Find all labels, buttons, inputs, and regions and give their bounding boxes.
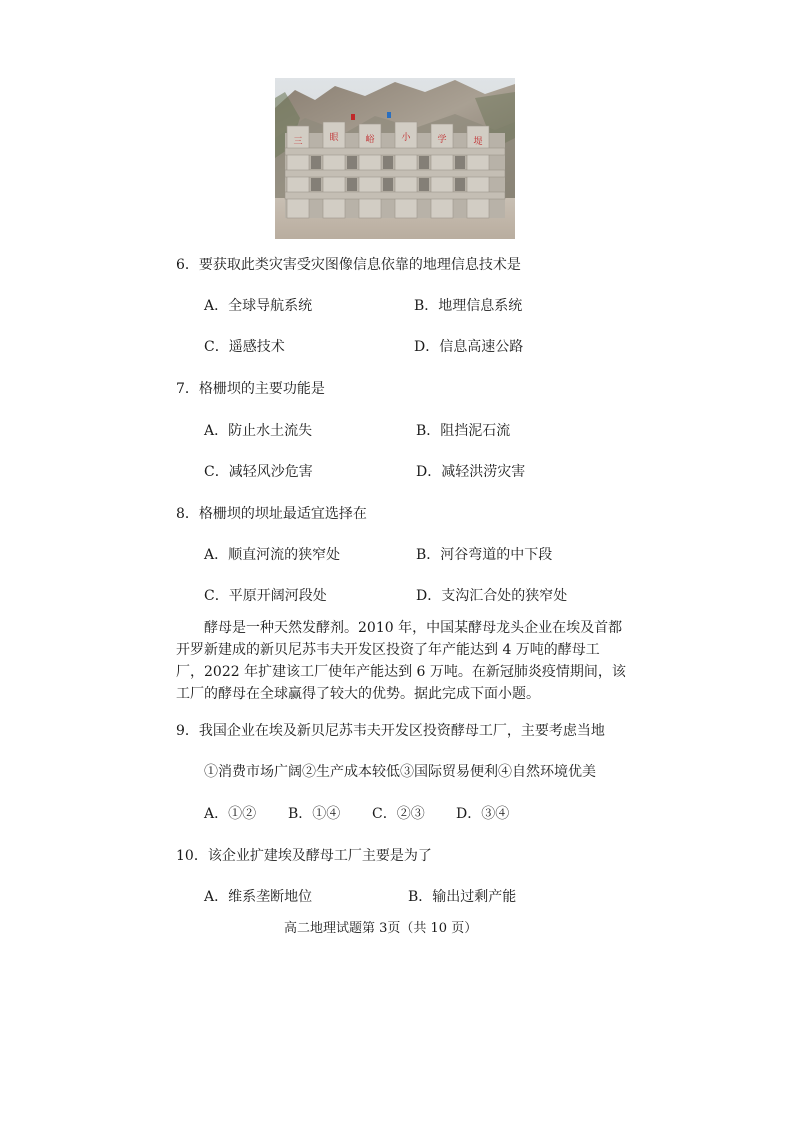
question-10-stem: 10．该企业扩建埃及酵母工厂主要是为了 (176, 848, 432, 864)
question-9-items: ①消费市场广阔②生产成本较低③国际贸易便利④自然环境优美 (204, 764, 596, 780)
passage-line-3: 厂，2022 年扩建该工厂使年产能达到 6 万吨。在新冠肺炎疫情期间，该 (176, 664, 626, 680)
sign-char-5: 学 (437, 135, 447, 145)
question-6-option-b: B．地理信息系统 (414, 298, 523, 314)
question-7-option-c: C．减轻风沙危害 (204, 464, 313, 480)
passage-line-2: 开罗新建成的新贝尼苏韦夫开发区投资了年产能达到 4 万吨的酵母工 (176, 642, 600, 658)
question-7-stem: 7．格栅坝的主要功能是 (176, 381, 325, 397)
question-9-option-d: D．③④ (456, 806, 510, 822)
passage (176, 617, 626, 705)
question-6-option-d: D．信息高速公路 (414, 339, 524, 355)
question-9-stem: 9．我国企业在埃及新贝尼苏韦夫开发区投资酵母工厂，主要考虑当地 (176, 723, 605, 739)
sign-char-6: 堤 (473, 137, 483, 147)
page-footer: 高二地理试题第 3页（共 10 页） (284, 921, 478, 936)
passage-line-1: 酵母是一种天然发酵剂。2010 年，中国某酵母龙头企业在埃及首都 (204, 620, 623, 636)
question-7-option-d: D．减轻洪涝灾害 (416, 464, 526, 480)
question-10-option-a: A．维系垄断地位 (204, 889, 313, 905)
question-6-stem: 6．要获取此类灾害受灾图像信息依靠的地理信息技术是 (176, 257, 521, 273)
question-7-option-b: B．阻挡泥石流 (416, 423, 511, 439)
question-7-option-a: A．防止水土流失 (204, 423, 313, 439)
question-10-option-b: B．输出过剩产能 (408, 889, 517, 905)
question-6-option-a: A．全球导航系统 (204, 298, 313, 314)
question-9-option-a: A．①② (204, 806, 257, 822)
question-8-option-b: B．河谷弯道的中下段 (416, 547, 553, 563)
sign-char-1: 三 (293, 137, 303, 147)
sign-char-3: 峪 (365, 135, 375, 145)
sign-char-4: 小 (401, 133, 411, 143)
question-9-option-c: C．②③ (372, 806, 425, 822)
question-8-option-d: D．支沟汇合处的狭窄处 (416, 588, 568, 604)
sign-char-2: 眼 (329, 133, 339, 143)
question-9-option-b: B．①④ (288, 806, 341, 822)
grid-dam-photo (275, 78, 515, 239)
question-8-stem: 8．格栅坝的坝址最适宜选择在 (176, 506, 367, 522)
question-6-option-c: C．遥感技术 (204, 339, 285, 355)
question-8-option-a: A．顺直河流的狭窄处 (204, 547, 341, 563)
question-8-option-c: C．平原开阔河段处 (204, 588, 327, 604)
passage-line-4: 工厂的酵母在全球赢得了较大的优势。据此完成下面小题。 (176, 686, 540, 702)
grid-dam-photo-icon (275, 78, 515, 239)
